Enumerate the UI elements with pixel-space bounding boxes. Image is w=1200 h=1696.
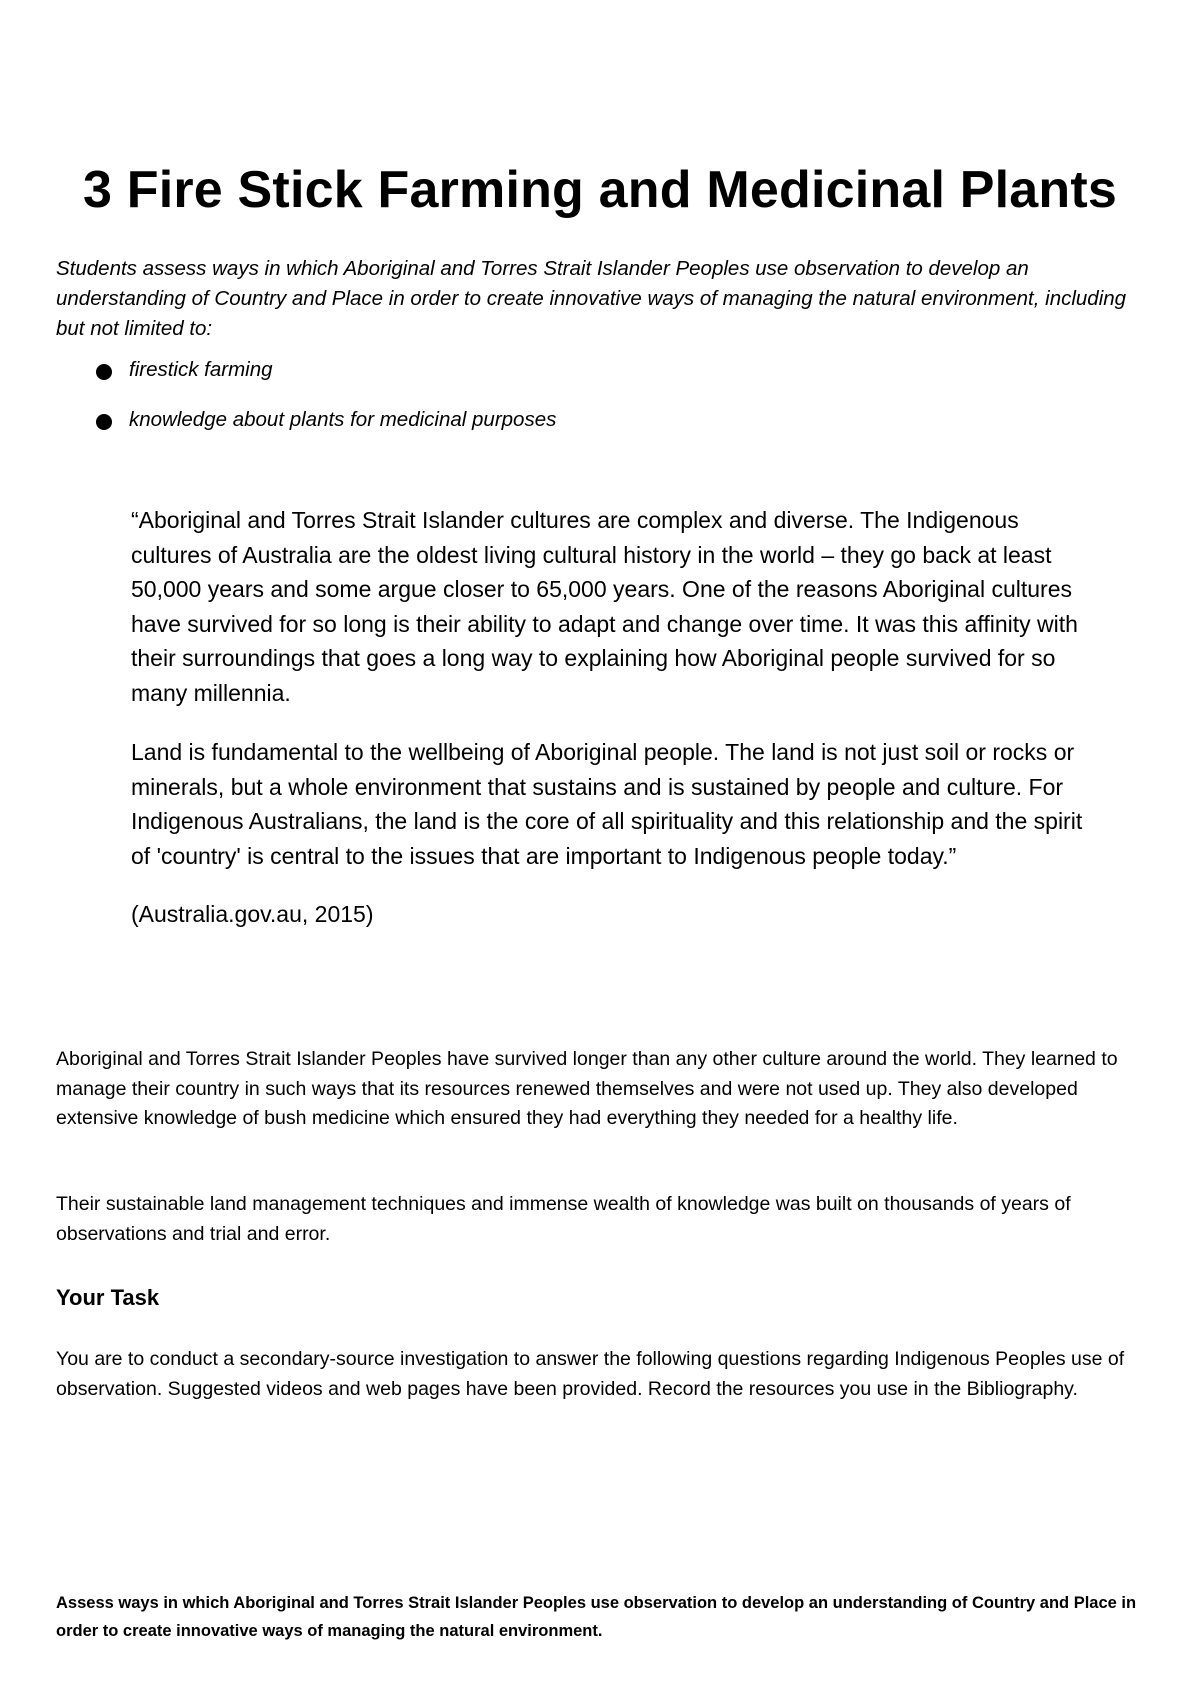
task-paragraph: You are to conduct a secondary-source investigation to answer the following questions regarding Indigenous Peoples use of observation. Suggested videos and web pages have been provided. Record the resources you use in the Bibliography. xyxy=(56,1348,1125,1400)
bullet-dot-icon xyxy=(96,414,112,430)
intro-paragraph: Students assess ways in which Aboriginal and Torres Strait Islander Peoples use observation to develop an understanding of Country and Place in order to create innovative ways of managing the natural environment, including but not limited to: xyxy=(56,257,1127,340)
body-paragraph: Aboriginal and Torres Strait Islander Peoples have survived longer than any other culture around the world. They learned to manage their country in such ways that its resources renewed themselves and were not used up. They also developed extensive knowledge of bush medicine which ensured they had everything they needed for a healthy life. xyxy=(56,1048,1118,1129)
page-footer: Assess ways in which Aboriginal and Torres Strait Islander Peoples use observation to develop an understanding of Country and Place in order to create innovative ways of managing the natural environment. xyxy=(56,1594,1137,1640)
quote-citation: (Australia.gov.au, 2015) xyxy=(131,901,374,927)
block-quote xyxy=(131,503,1091,932)
quote-paragraph: “Aboriginal and Torres Strait Islander cultures are complex and diverse. The Indigenous cultures of Australia are the oldest living cultural history in the world – they go back at least 50,000 years and some argue closer to 65,000 years. One of the reasons Aboriginal cultures have survived for so long is their ability to adapt and change over time. It was this affinity with their surroundings that goes a long way to explaining how Aboriginal people survived for so many millennia. xyxy=(131,507,1078,706)
bullet-dot-icon xyxy=(96,364,112,380)
quote-paragraph: Land is fundamental to the wellbeing of Aboriginal people. The land is not just soil or rocks or minerals, but a whole environment that sustains and is sustained by people and culture. For Indigenous Australians, the land is the core of all spirituality and this relationship and the spirit of 'country' is central to the issues that are important to Indigenous people today.” xyxy=(131,739,1083,869)
body-paragraph: Their sustainable land management techniques and immense wealth of knowledge was built on thousands of years of observations and trial and error. xyxy=(56,1193,1071,1245)
list-item-text: firestick farming xyxy=(129,358,273,381)
list-item-text: knowledge about plants for medicinal purposes xyxy=(129,408,557,431)
page-title: 3 Fire Stick Farming and Medicinal Plants xyxy=(82,161,1118,219)
task-heading: Your Task xyxy=(56,1285,160,1310)
